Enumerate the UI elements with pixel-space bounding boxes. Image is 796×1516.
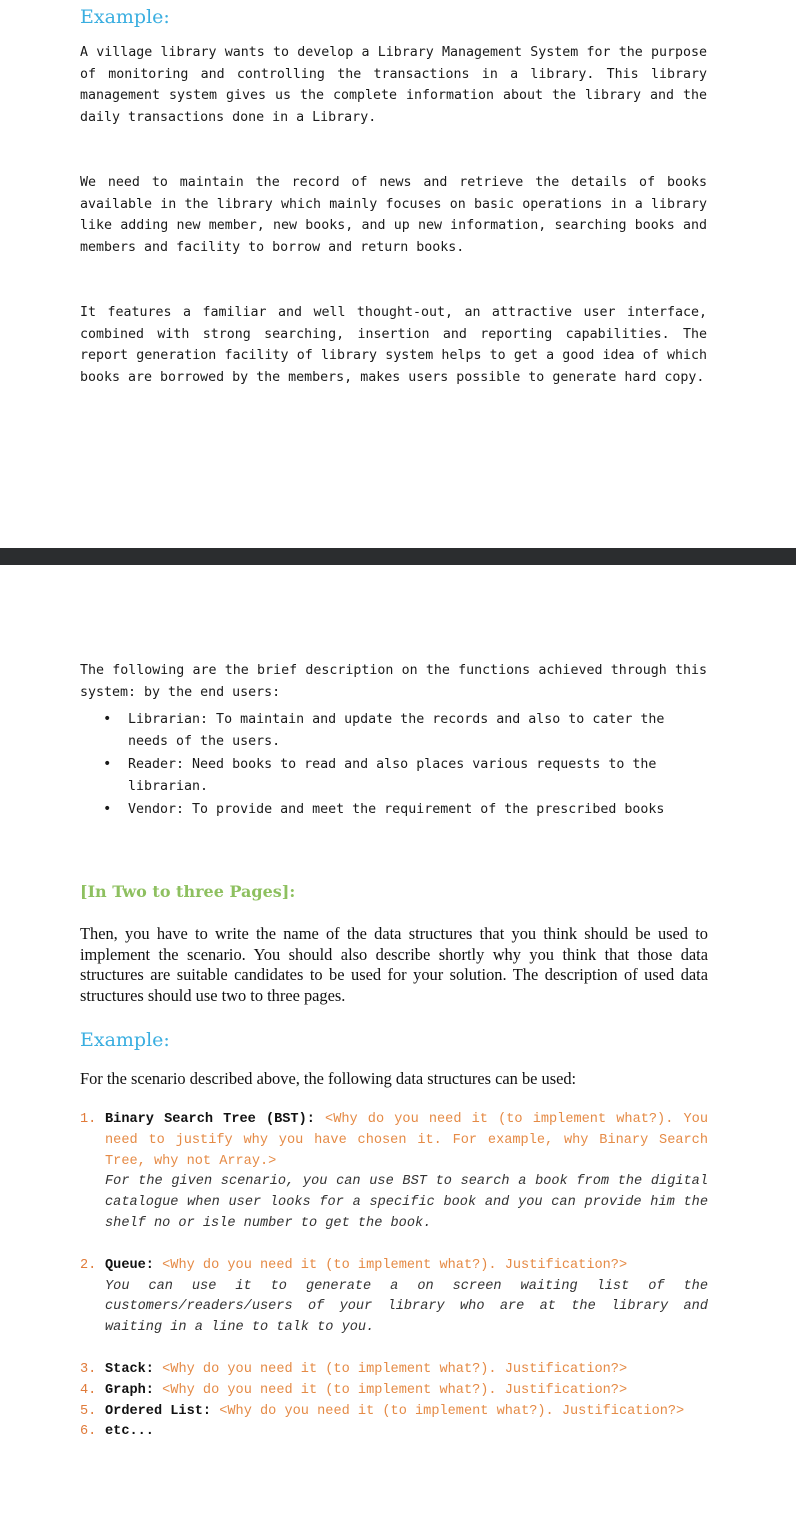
ds-description: For the given scenario, you can use BST to search a book from the digital catalogue when user looks for a specific book and you can provide him the shelf no or isle number to get the book. <box>105 1174 708 1231</box>
list-item-ordered-list: 5. Ordered List: <Why do you need it (to implement what?). Justification?> <box>80 1403 685 1419</box>
example-intro: For the scenario described above, the following data structures can be used: <box>80 1069 577 1088</box>
paragraph: It features a familiar and well thought-out, an attractive user interface, combined with strong searching, insertion and reporting capabilities. The report generation facility of library system helps to get a good idea of which books are borrowed by the members, makes users possible to generate hard copy. <box>80 305 707 386</box>
paragraph: We need to maintain the record of news and retrieve the details of books available in the library which mainly focuses on basic operations in a library like adding new member, new books, and up new information, searching books and members and facility to borrow and return books. <box>80 175 707 256</box>
functions-intro: The following are the brief description on the functions achieved through this system: by the end users: <box>80 663 707 700</box>
page-break-divider <box>0 548 796 565</box>
document-page-1 <box>0 0 796 548</box>
bullet-icon: • <box>103 711 112 727</box>
list-item-stack: 3. Stack: <Why do you need it (to implement what?). Justification?> <box>80 1361 628 1377</box>
ds-prompt: <Why do you need it (to implement what?). Justification?> <box>162 1361 628 1377</box>
bullet-icon: • <box>103 800 112 817</box>
list-item-graph: 4. Graph: <Why do you need it (to implement what?). Justification?> <box>80 1382 628 1398</box>
ds-prompt: <Why do you need it (to implement what?). Justification?> <box>162 1382 628 1398</box>
paragraph: A village library wants to develop a Library Management System for the purpose of monitoring and controlling the transactions in a library. This library management system gives us the complete information about the library and the daily transactions done in a Library. <box>80 45 707 126</box>
ds-prompt: <Why do you need it (to implement what?). Justification?> <box>162 1257 628 1273</box>
ds-name: Binary Search Tree (BST): <box>105 1112 315 1127</box>
section-heading: [In Two to three Pages]: <box>80 882 296 901</box>
ds-prompt: <Why do you need it (to implement what?). You need to justify why you have chosen it. For example, why Binary Search Tree, why not Array.> <box>105 1112 708 1169</box>
list-item-queue: 2. Queue: <Why do you need it (to implement what?). Justification?> You can use it to generate a on screen waiting list of the customers/readers/users of your library who are at the library and waiting in a line to talk to you. <box>80 1256 708 1339</box>
example-heading: Example: <box>80 1029 170 1051</box>
section-paragraph: Then, you have to write the name of the data structures that you think should be used to implement the scenario. You should also describe shortly why you think that those data structures are suitable candidates to be used for your solution. The description of used data structures should use two to three pages. <box>80 924 708 1006</box>
ds-name: Graph: <box>105 1382 154 1398</box>
list-item: • Reader: Need books to read and also places various requests to the librarian. <box>103 755 657 794</box>
ds-name: etc... <box>105 1424 154 1440</box>
ds-name: Stack: <box>105 1361 154 1377</box>
list-item: • Vendor: To provide and meet the requirement of the prescribed books <box>80 799 707 821</box>
list-item-etc: 6. etc... <box>80 1424 154 1440</box>
ds-name: Queue: <box>105 1257 154 1273</box>
list-item-bst: 1. Binary Search Tree (BST): <Why do you need it (to implement what?). You need to justify why you have chosen it. For example, why Binary Search Tree, why not Array.> For the given scenario, you can use BST to search a book from the digital catalogue when user looks for a specific book and you can provide him the shelf no or isle number to get the book. <box>80 1110 708 1235</box>
ds-prompt: <Why do you need it (to implement what?). Justification?> <box>219 1403 685 1419</box>
data-structures-list <box>80 1110 708 1443</box>
ds-description: You can use it to generate a on screen waiting list of the customers/readers/users of your library who are at the library and waiting in a line to talk to you. <box>105 1278 708 1336</box>
bullet-icon: • <box>103 755 112 772</box>
ds-name: Ordered List: <box>105 1403 212 1419</box>
list-item: • Librarian: To maintain and update the records and also to cater the needs of the users. <box>103 711 665 749</box>
example-heading: Example: <box>80 6 170 28</box>
user-roles-list <box>80 709 707 822</box>
